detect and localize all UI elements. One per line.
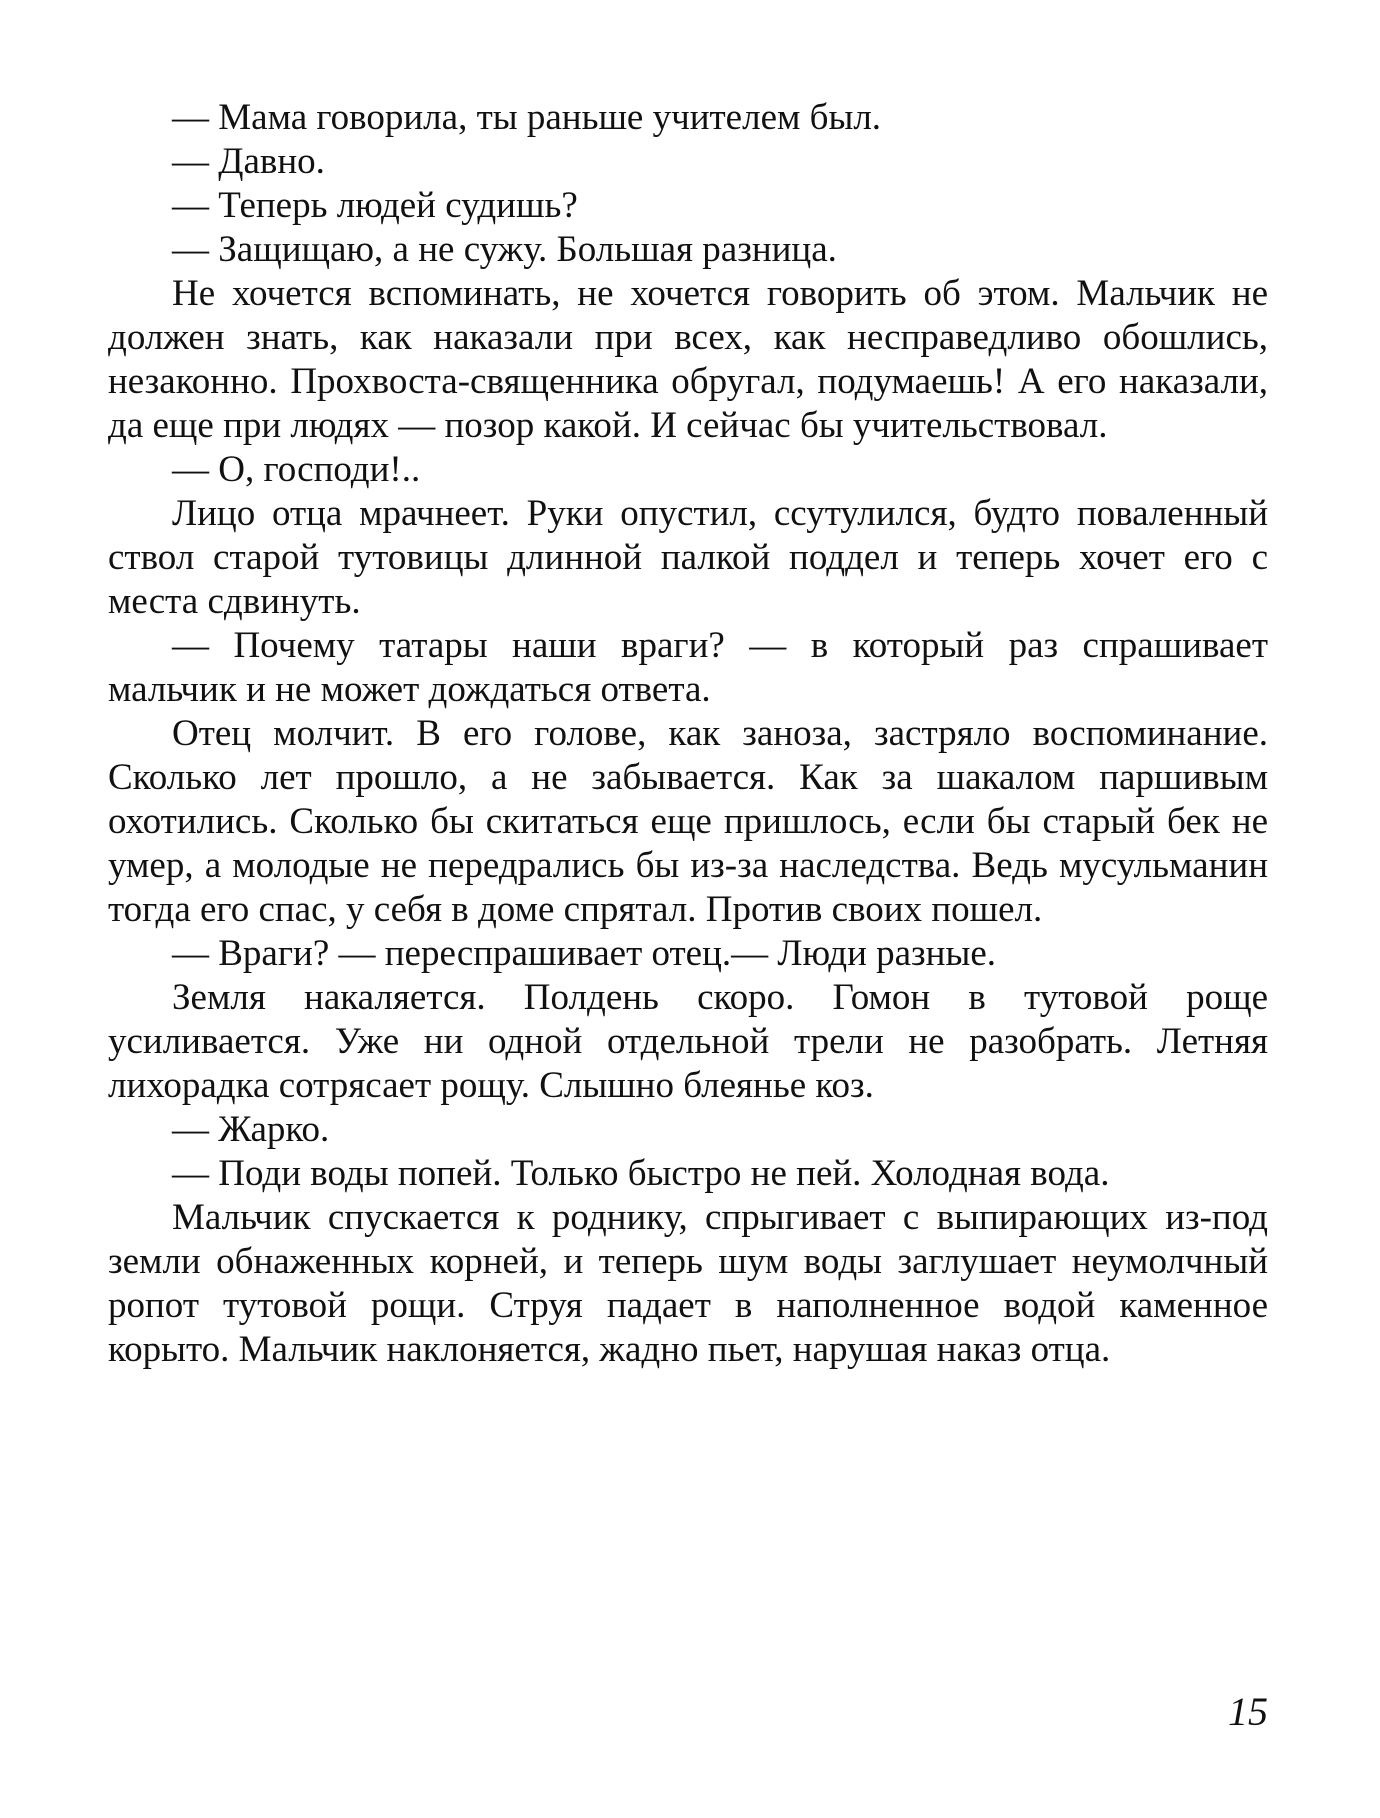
paragraph: Мальчик спускается к роднику, спрыгивает с выпирающих из-под земли обнаженных корней, и теперь шум воды заглушает неумолчный ропот тутовой рощи. Струя падает в наполненное водой каменное корыто. Мальчик наклоняется, жадно пьет, нарушая наказ отца.: [108, 1197, 1268, 1370]
paragraph: — Жарко.: [172, 1109, 330, 1150]
page-number: 15: [1228, 1689, 1268, 1734]
paragraph: — О, господи!..: [172, 449, 421, 490]
page-text: [108, 96, 1268, 1372]
paragraph: Земля накаляется. Полдень скоро. Гомон в тутовой роще усиливается. Уже ни одной отдельной трели не разобрать. Летняя лихорадка сотрясает рощу. Слышно блеянье коз.: [108, 977, 1268, 1106]
paragraph: Лицо отца мрачнеет. Руки опустил, ссутулился, будто поваленный ствол старой тутовицы длинной палкой поддел и теперь хочет его с места сдвинуть.: [108, 493, 1268, 622]
paragraph: — Защищаю, а не сужу. Большая разница.: [172, 229, 837, 270]
paragraph: — Мама говорила, ты раньше учителем был.: [172, 97, 882, 138]
paragraph: — Теперь людей судишь?: [172, 185, 578, 226]
paragraph: — Почему татары наши враги? — в который раз спрашивает мальчик и не может дождаться ответа.: [108, 625, 1268, 710]
paragraph: — Враги? — переспрашивает отец.— Люди разные.: [172, 933, 997, 974]
paragraph: — Давно.: [172, 141, 325, 182]
paragraph: Отец молчит. В его голове, как заноза, застряло воспоминание. Сколько лет прошло, а не забывается. Как за шакалом паршивым охотились. Сколько бы скитаться еще пришлось, если бы старый бек не умер, а молодые не передрались бы из-за наследства. Ведь мусульманин тогда его спас, у себя в доме спрятал. Против своих пошел.: [108, 713, 1268, 930]
paragraph: — Поди воды попей. Только быстро не пей. Холодная вода.: [172, 1153, 1110, 1194]
paragraph: Не хочется вспоминать, не хочется говорить об этом. Мальчик не должен знать, как наказали при всех, как несправедливо обошлись, незаконно. Прохвоста-священника обругал, подумаешь! А его наказали, да еще при людях — позор какой. И сейчас бы учительствовал.: [108, 273, 1268, 446]
